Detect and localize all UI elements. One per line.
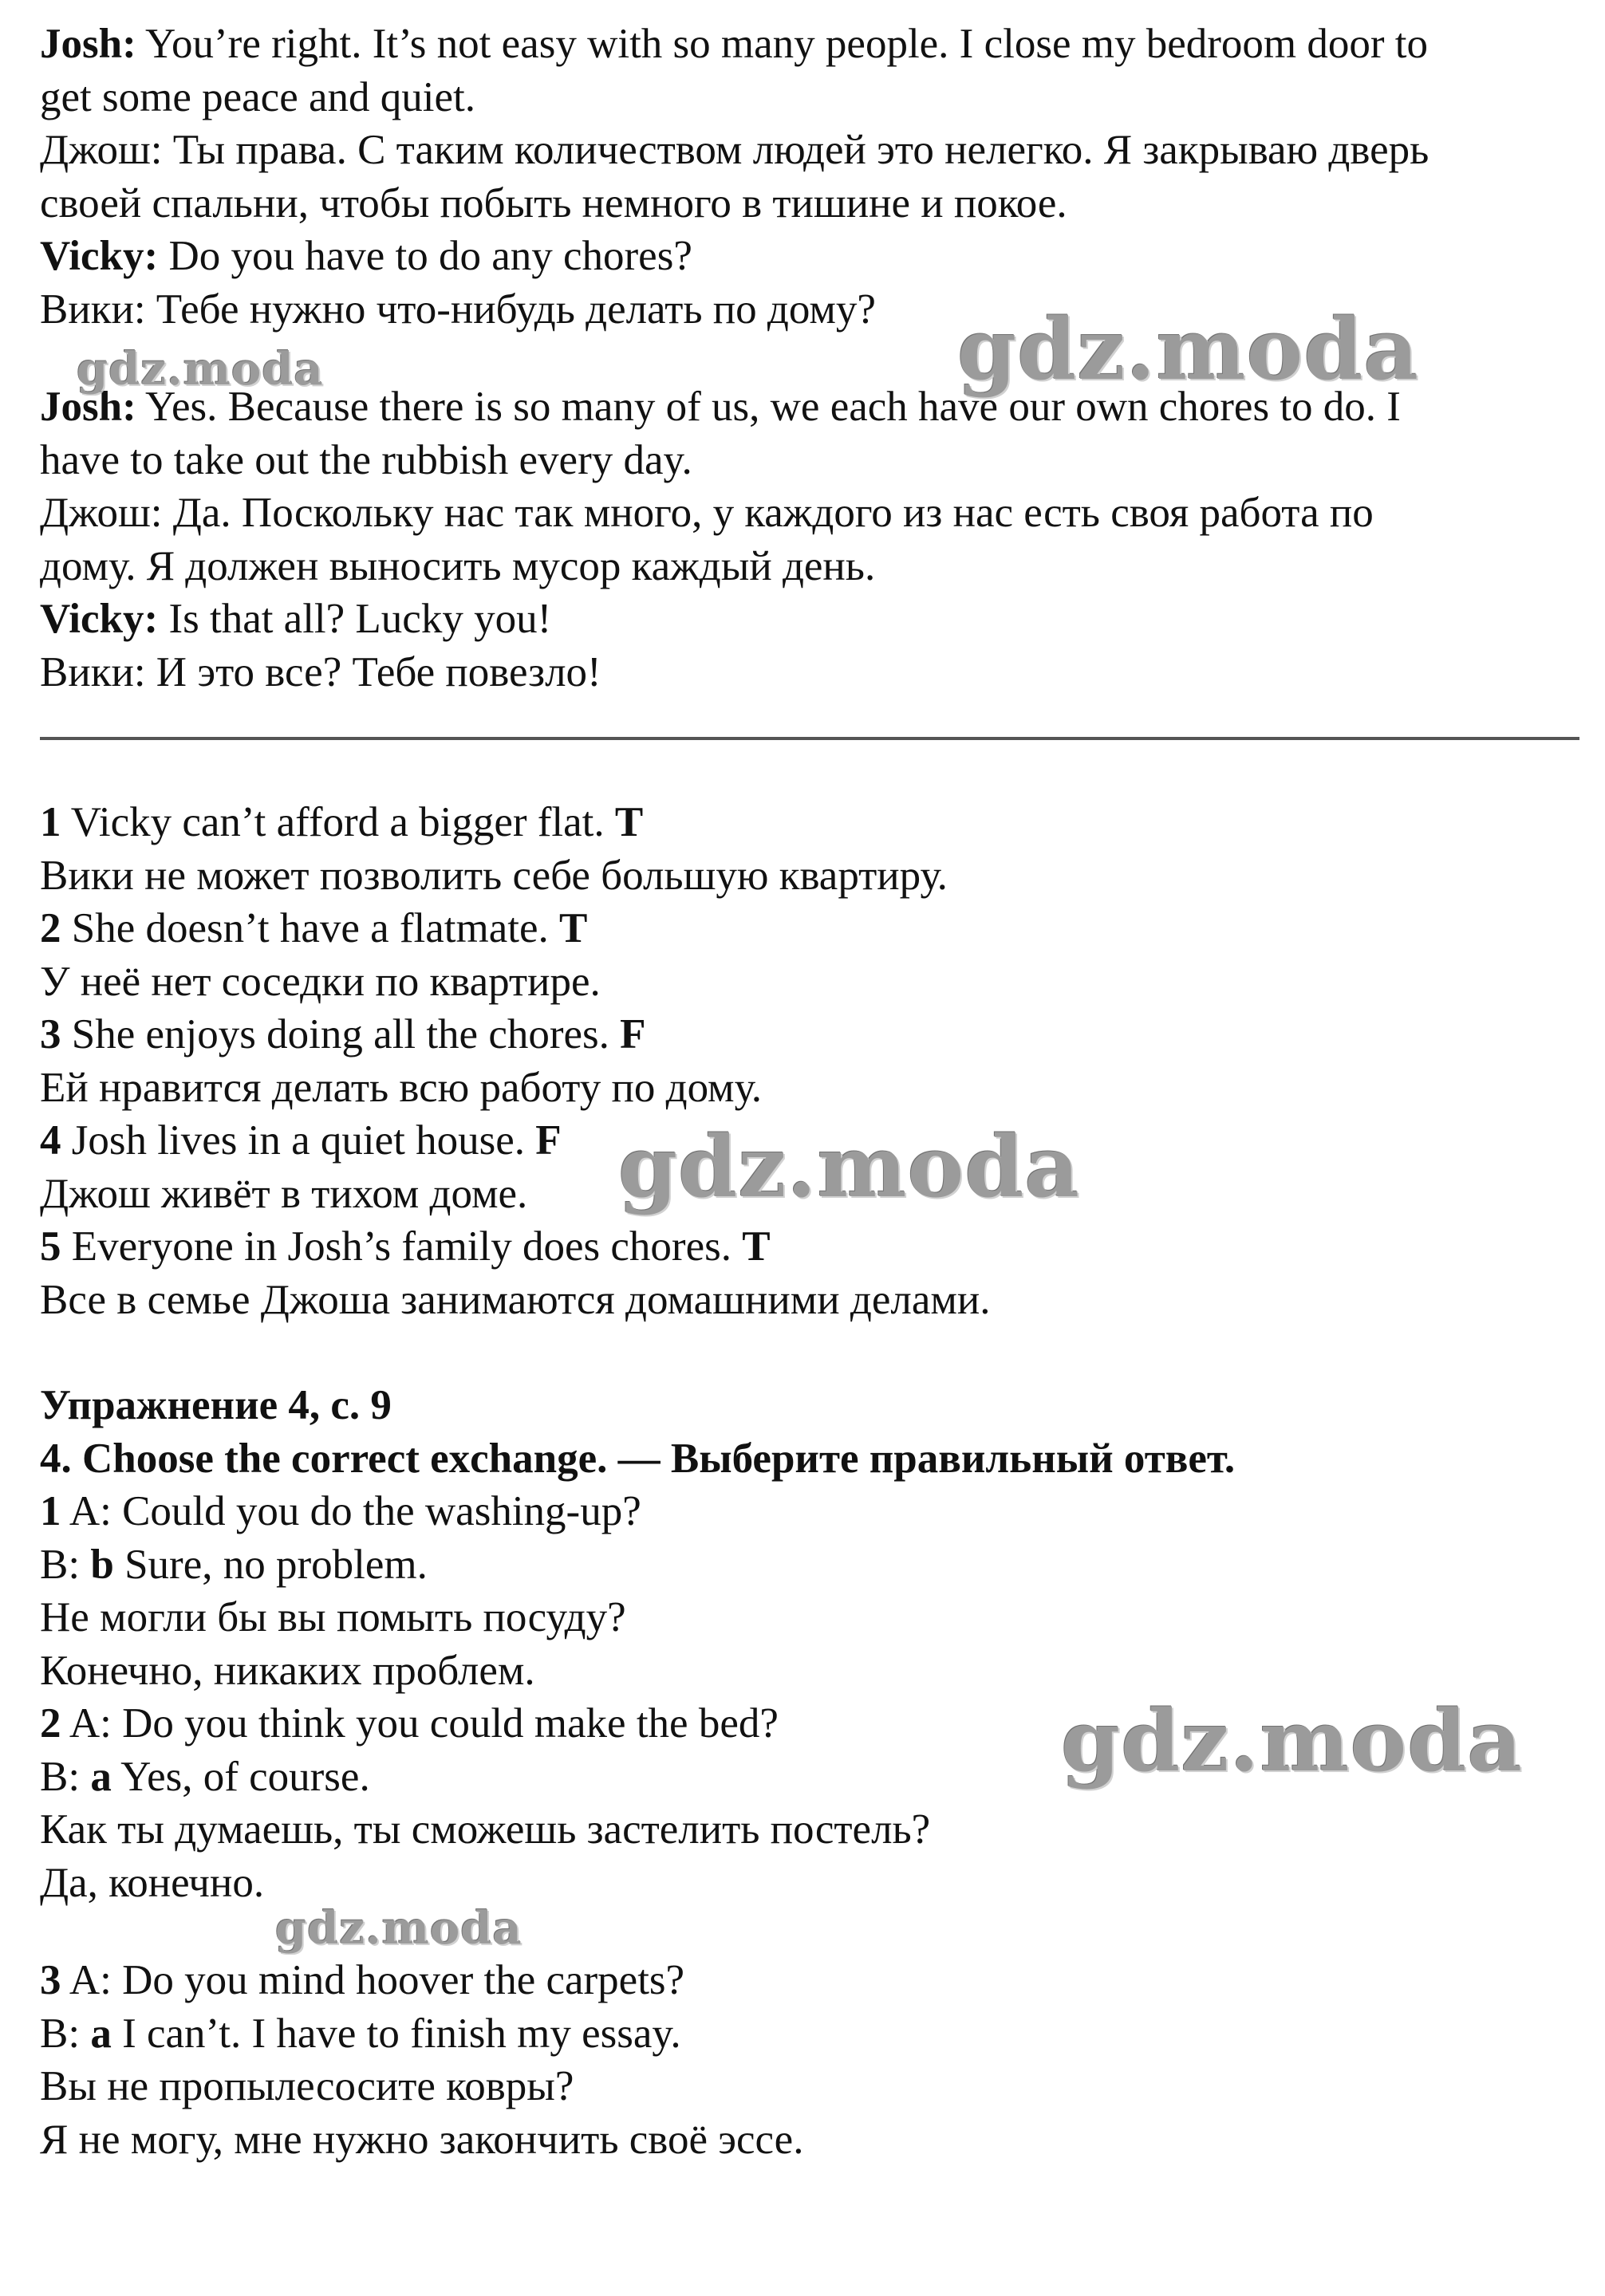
answer-prefix: B: — [40, 1541, 91, 1588]
dialogue-line — [40, 230, 1579, 283]
dialogue-text: Yes. Because there is so many of us, we each have our own chores to do. I — [136, 384, 1401, 430]
statement-text: Vicky can’t afford a bigger flat. — [61, 799, 615, 845]
translation-line: Все в семье Джоша занимаются домашними делами. — [40, 1276, 991, 1323]
statement-text: She enjoys doing all the chores. — [61, 1011, 621, 1057]
statement-answer: F — [535, 1117, 562, 1164]
answer-prefix: B: — [40, 1753, 91, 1800]
answer-line — [40, 1538, 1579, 1592]
statement-line — [40, 796, 1579, 849]
exercise-heading: Упражнение 4, с. 9 — [40, 1382, 392, 1428]
dialogue-line: have to take out the rubbish every day. — [40, 436, 692, 483]
speaker-name: Vicky: — [40, 233, 159, 279]
statements-list — [40, 796, 1579, 1326]
dialogue-line — [40, 593, 1579, 646]
watermark-logo: gdz.moda — [957, 299, 1419, 399]
statement-line — [40, 1114, 1579, 1168]
statement-line — [40, 1220, 1579, 1274]
dialogue-line: get some peace and quiet. — [40, 73, 475, 120]
translation-line: Джош: Ты права. С таким количеством людей это нелегко. Я закрываю дверь — [40, 127, 1430, 173]
answer-line — [40, 2007, 1579, 2061]
speaker-name: Josh: — [40, 384, 136, 430]
statement-line — [40, 902, 1579, 955]
translation-line: Не могли бы вы помыть посуду? — [40, 1594, 626, 1640]
translation-line: Вики: И это все? Тебе повезло! — [40, 648, 601, 695]
dialogue-text: Do you have to do any chores? — [158, 233, 692, 279]
translation-line: Джош живёт в тихом доме. — [40, 1170, 528, 1217]
statement-answer: T — [559, 905, 588, 951]
translation-line: Да, конечно. — [40, 1859, 265, 1906]
statement-number: 3 — [40, 1011, 61, 1057]
translation-line: Джош: Да. Поскольку нас так много, у каждого из нас есть своя работа по — [40, 490, 1374, 536]
exercise-item — [40, 1485, 1579, 1697]
exercise-task: 4. Choose the correct exchange. — Выберите правильный ответ. — [40, 1435, 1236, 1482]
translation-line: Вики не может позволить себе большую квартиру. — [40, 852, 948, 899]
statement-answer: T — [742, 1223, 771, 1270]
answer-letter: a — [90, 1753, 112, 1800]
translation-line: Как ты думаешь, ты сможешь застелить постель? — [40, 1806, 931, 1853]
spacer — [40, 1326, 1579, 1379]
section-divider — [40, 737, 1579, 740]
translation-line: своей спальни, чтобы побыть немного в тишине и покое. — [40, 179, 1067, 226]
question-text: A: Do you think you could make the bed? — [61, 1700, 779, 1747]
answer-letter: b — [90, 1541, 114, 1588]
translation-line: Вы не пропылесосите ковры? — [40, 2063, 574, 2109]
statement-text: She doesn’t have a flatmate. — [61, 905, 560, 951]
watermark-logo: gdz.moda — [618, 1116, 1080, 1216]
watermark-logo: gdz.moda — [275, 1902, 523, 1955]
answer-text: I can’t. I have to finish my essay. — [111, 2010, 681, 2057]
speaker-name: Josh: — [40, 21, 136, 67]
item-number: 3 — [40, 1957, 61, 2003]
statement-text: Josh lives in a quiet house. — [61, 1117, 536, 1164]
statement-number: 1 — [40, 799, 61, 845]
exercise-item — [40, 1954, 1579, 2166]
statement-text: Everyone in Josh’s family does chores. — [61, 1223, 743, 1270]
statement-answer: T — [614, 799, 644, 845]
watermark-logo: gdz.moda — [77, 343, 324, 396]
question-text: A: Could you do the washing-up? — [61, 1488, 641, 1534]
speaker-name: Vicky: — [40, 596, 159, 642]
statement-number: 2 — [40, 905, 61, 951]
document-page — [40, 18, 1579, 2166]
dialogue-line — [40, 18, 1579, 71]
answer-text: Yes, of course. — [111, 1753, 370, 1800]
translation-line: У неё нет соседки по квартире. — [40, 958, 601, 1005]
translation-line: Конечно, никаких проблем. — [40, 1647, 535, 1694]
question-text: A: Do you mind hoover the carpets? — [61, 1957, 685, 2003]
statement-answer: F — [620, 1011, 646, 1057]
dialogue-text: You’re right. It’s not easy with so many people. I close my bedroom door to — [136, 21, 1428, 67]
question-line — [40, 1697, 1579, 1751]
translation-line: Я не могу, мне нужно закончить своё эссе. — [40, 2116, 804, 2163]
item-number: 2 — [40, 1700, 61, 1747]
statement-number: 5 — [40, 1223, 61, 1270]
spacer — [40, 1909, 1579, 1954]
translation-line: Ей нравится делать всю работу по дому. — [40, 1064, 763, 1111]
question-line — [40, 1485, 1579, 1538]
dialogue-line — [40, 380, 1579, 434]
answer-letter: a — [90, 2010, 112, 2057]
spacer — [40, 336, 1579, 380]
exercise-item — [40, 1697, 1579, 1909]
watermark-logo: gdz.moda — [1061, 1691, 1523, 1790]
answer-line — [40, 1751, 1579, 1804]
statement-line — [40, 1008, 1579, 1061]
item-number: 1 — [40, 1488, 61, 1534]
question-line — [40, 1954, 1579, 2007]
dialogue-text: Is that all? Lucky you! — [158, 596, 552, 642]
answer-text: Sure, no problem. — [113, 1541, 428, 1588]
answer-prefix: B: — [40, 2010, 91, 2057]
statement-number: 4 — [40, 1117, 61, 1164]
translation-line: Вики: Тебе нужно что-нибудь делать по дому? — [40, 286, 876, 333]
translation-line: дому. Я должен выносить мусор каждый день. — [40, 542, 876, 589]
